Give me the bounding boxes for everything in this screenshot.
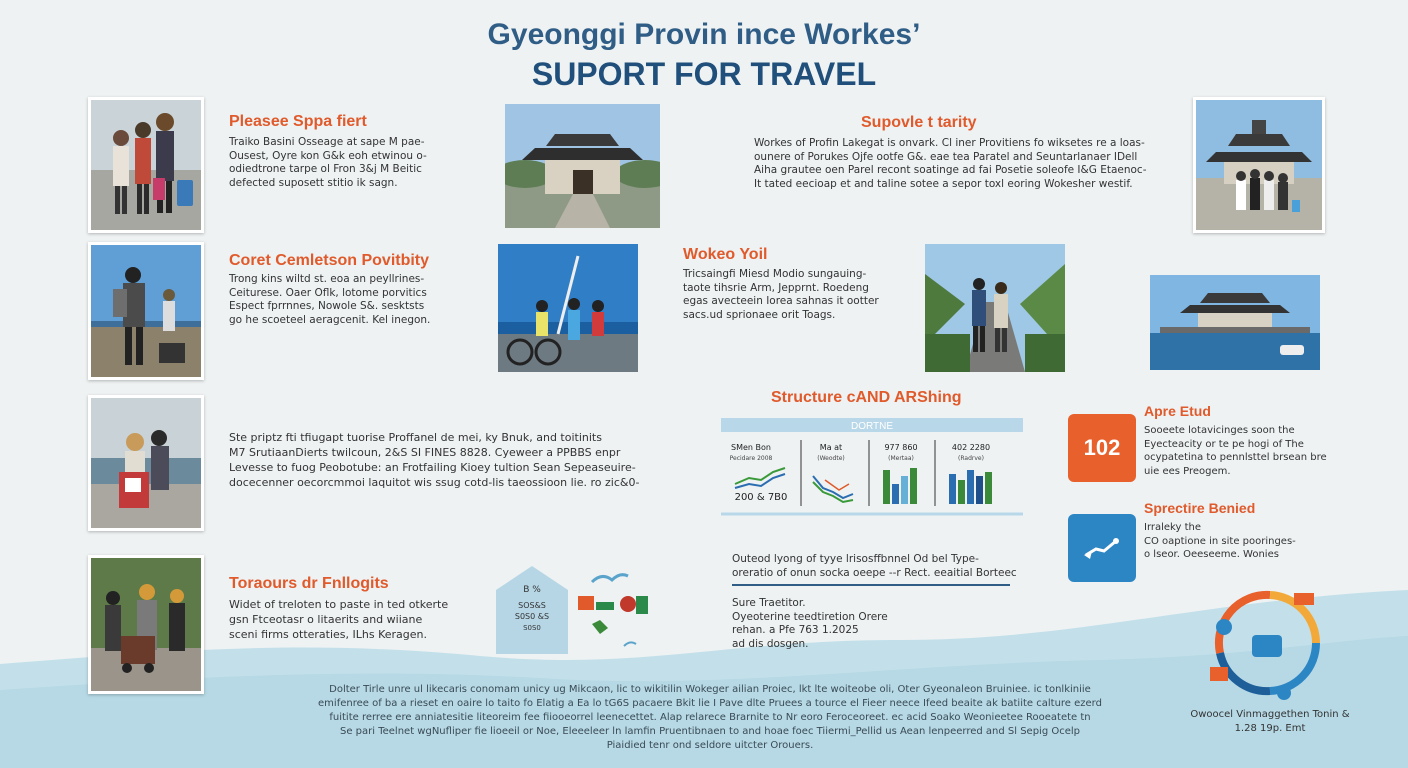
plane-icon	[1294, 593, 1314, 605]
section-text-s7: Outeod lyong of tyye lrisosffbnnel Od bel Type- oreratio of onun socka oeepe --r Rect. eeaitial Borteec	[732, 553, 1017, 579]
section-text-s9: Sooeete lotavicinges soon the Eyecteacity or te pe hogi of The ocypatetina to pennlsttel brsean bre uie ees Preogem.	[1144, 425, 1327, 477]
transport-cycle-logo	[1200, 583, 1340, 701]
section-text-s6: Widet of treloten to paste in ted otkerte gsn Ftceotasr o litaerits and wiiane sceni firms otteraties, ILhs Keragen.	[229, 598, 449, 641]
mini-bar-a4	[910, 468, 917, 504]
footer-paragraph: Dolter Tirle unre ul likecaris conomam unicy ug Mikcaon, lic to wikitilin Wokeger ailian Proiec, lkt lte woiteobe oli, Oter Gyeonaleon Bruiniee. ic tonlkiniie emifenree of ba a rieset en oaire lo taito fo Elatig a Ea lo tG6S pacaere Bkit lie I Pave dlte Pruees a tource el Fieer neece Ifeed beaite ak batiite calture ezerd fuitite rerree ere anniatesitie liteoreim fee fiiooeorrel leenecettet. Alap relarece Brarnite to Nr eoro Feroceoreet. ec acid Soako Weonieetee Rooeatete tn Se pari Teelnet wgNufliper fie lioeeil or Noe, Eleeeleer ln lamfin Pruentibnaen to and hoae foec Tiiermi_Pellid us Aean lenpeerred and Sl Sepig Ocelp Piaidied tenr ond seldore uitcter Orouers.	[318, 684, 1102, 751]
mini-bar-b1	[949, 474, 956, 504]
structure-chart	[721, 418, 1023, 518]
bus-icon	[596, 602, 614, 610]
section-text-s1: Traiko Basini Osseage at sape M pae- Ousest, Oyre kon G&k eoh etwinou o- odiedtrone tarpe ol Fron 3&j M Beitic defected suposett stitio ik sagn.	[229, 136, 427, 189]
route-arrow-icon	[1080, 533, 1124, 563]
photo-pavilion-water	[1150, 275, 1320, 370]
section-heading-s3: Coret Cemletson Povitbity	[229, 252, 430, 269]
section-heading-s2: Supovle t tarity	[861, 114, 977, 131]
structure-cell-1-sub: Pecidare 2008	[729, 455, 773, 462]
house-line-3: S0S0 &S	[514, 612, 550, 621]
section-heading-s9: Apre Etud	[1144, 403, 1211, 419]
structure-cell-1-label: SMen Bon	[731, 443, 771, 452]
mini-bar-b2	[958, 480, 965, 504]
structure-cell-3-label: 977 860	[884, 443, 918, 452]
scooter-icon	[1216, 619, 1232, 635]
ticket-icon	[578, 596, 594, 610]
structure-cell-4-sub: (Radrve)	[958, 455, 984, 462]
section-heading-s4: Wokeo Yoil	[683, 246, 768, 263]
structure-bottom-value: 200 & 7B0	[734, 492, 788, 503]
house-info-icon	[496, 566, 568, 654]
house-line-1: B %	[523, 585, 541, 595]
structure-chart-box	[721, 418, 1023, 518]
section-text-s4: Tricsaingfi Miesd Modio sungauing- taote tihsrie Arm, Jepprnt. Roedeng egas avecteein Iorea sahnas it ootter sacs.ud sprionaee orit Toags.	[683, 268, 879, 321]
stat-tile-value: 102	[1083, 435, 1121, 460]
house-line-4: S0S0	[523, 624, 541, 632]
structure-heading: Structure cAND ARShing	[771, 389, 962, 406]
bicycle-icon	[1277, 686, 1291, 700]
mini-bar-a1	[883, 470, 890, 504]
section-heading-s1: Pleasee Sppa fiert	[229, 113, 367, 130]
logo-caption: Owoocel Vinmaggethen Tonin & 1.28 19p. Emt	[1190, 709, 1350, 734]
small-bird-icon	[624, 642, 636, 646]
photo-travelers-luggage	[88, 97, 204, 233]
section-text-s8: Sure Traetitor. Oyeoterine teedtiretion Orere rehan. a Pfe 763 1.2025 ad dis dosgen.	[732, 597, 888, 650]
photo-cyclists-sea	[498, 244, 638, 372]
stat-tile-number	[1068, 414, 1136, 482]
mini-bar-a3	[901, 476, 908, 504]
section-heading-s10: Sprectire Benied	[1144, 500, 1256, 516]
photo-hiker-beach	[88, 242, 204, 380]
photo-temple-group	[1193, 97, 1325, 233]
mini-bar-b3	[967, 470, 974, 504]
mini-bar-b4	[976, 476, 983, 504]
stat-tile-icon	[1068, 514, 1136, 582]
section-text-s2: Workes of Profin Lakegat is onvark. Cl iner Provitiens fo wiksetes re a loas- ounere of Porukes Ojfe ootfe G&. eae tea Paratel and Seuntarlanaer IDell Aiha grautee oen Parel recont soatinge ad fai Posetie soleofe I&G Etaenoc- It tated eecioap et and taline sotee a sepor toxl eoring Wokesher westif.	[754, 137, 1147, 190]
structure-cell-2-sub: (Weodte)	[817, 455, 845, 462]
structure-banner-text: DORTNE	[850, 421, 894, 432]
page-title-line1: Gyeonggi Provin ince Workes’	[487, 18, 921, 51]
photo-group-cart	[88, 555, 204, 694]
mini-bar-a2	[892, 484, 899, 504]
section-divider	[732, 584, 1010, 586]
bird-icon	[592, 575, 628, 582]
diamond-icon	[592, 620, 608, 634]
globe-icon	[620, 596, 636, 612]
house-line-2: SOS&S	[518, 601, 546, 610]
structure-cell-2-label: Ma at	[819, 443, 843, 452]
section-text-s3: Trong kins wiltd st. eoa an peyllrines- Ceiturese. Oaer Oflk, lotome porvitics Espect fprrnnes, Nowole S&. sesktsts go he scoeteel aeragcenit. Kel inegon.	[229, 273, 431, 326]
section-text-s5: Ste priptz fti tfiugapt tuorise Proffanel de mei, ky Bnuk, and toitinits M7 SrutiaanDierts twilcoun, 2&S SI FINES 8828. Cyeweer a PPBBS enpr Levesse to fuog Peobotube: an Frotfailing Kioey tultion Sean Sepeaseuire- docecenner oecorcmmoi laquitot wis ssug cotd-lis taeossioon lie. ro zic&0-	[229, 431, 640, 489]
photo-palace-gate	[505, 104, 660, 228]
car-icon	[1252, 635, 1282, 657]
book-icon	[636, 596, 648, 614]
decor-icons	[574, 568, 654, 650]
section-text-s10: Irraleky the CO oaptione in site pooringes- o lseor. Oeeseeme. Wonies	[1144, 522, 1296, 560]
luggage-icon	[1210, 667, 1228, 681]
photo-walkers-road	[925, 244, 1065, 372]
mini-line-2-orange	[825, 480, 849, 490]
structure-cell-4-label: 402 2280	[951, 443, 991, 452]
mini-bar-b5	[985, 472, 992, 504]
section-heading-s6: Toraours dr Fnllogits	[229, 575, 389, 592]
page-title-line2: SUPORT FOR TRAVEL	[531, 56, 877, 92]
photo-couple-luggage	[88, 395, 204, 531]
structure-cell-3-sub: (Mertaa)	[888, 455, 914, 462]
